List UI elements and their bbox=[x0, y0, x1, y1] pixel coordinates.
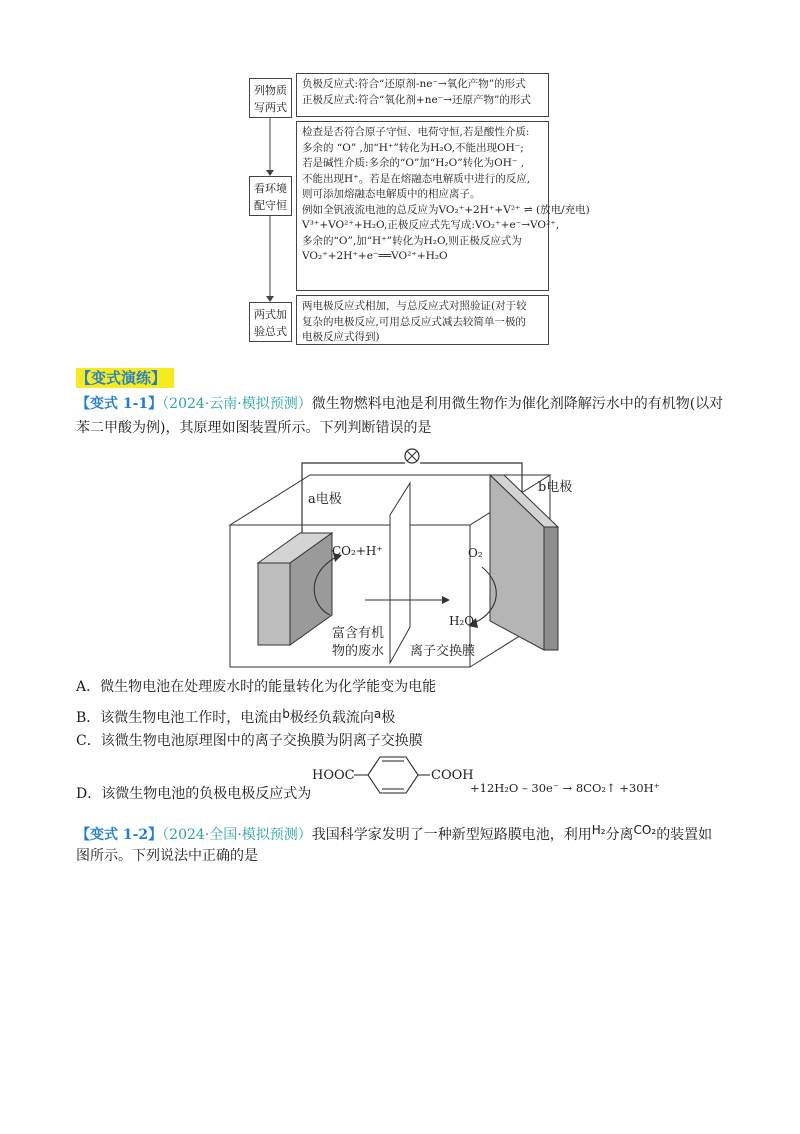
flow-step3-line: 电极反应式得到) bbox=[302, 331, 380, 343]
q2-co2: CO₂ bbox=[633, 823, 657, 837]
q1-stem-line2: 苯二甲酸为例)，其原理如图装置所示。下列判断错误的是 bbox=[76, 420, 432, 436]
q2-h2: H₂ bbox=[591, 823, 606, 837]
q2-stem-line2: 图所示。下列说法中正确的是 bbox=[76, 848, 258, 864]
flow-step2-line: VO₂⁺+2H⁺+e⁻══VO²⁺+H₂O bbox=[302, 250, 448, 262]
arrow-down-icon bbox=[266, 170, 274, 176]
h2o-label: H₂O bbox=[449, 614, 475, 628]
q1-stem-line1 bbox=[76, 394, 723, 414]
q2-tag: 【变式 1-2】 bbox=[76, 827, 163, 843]
flow-step2-label-line1: 看环境 bbox=[254, 182, 287, 195]
flow-step1-line: 正极反应式:符合“氧化剂+ne⁻→还原产物”的形式 bbox=[302, 93, 531, 106]
flow-step2-line: 检查是否符合原子守恒、电荷守恒,若是酸性介质: bbox=[302, 126, 530, 138]
formula-hooc: HOOC bbox=[312, 768, 355, 783]
q2-stem-text: 的装置如 bbox=[656, 827, 713, 843]
flow-step2-label-line2: 配守恒 bbox=[254, 199, 287, 212]
flow-arrows bbox=[240, 110, 300, 310]
flow-step2-line: V³⁺+VO²⁺+H₂O,正极反应式先写成:VO₂⁺+e⁻→VO²⁺, bbox=[302, 219, 560, 231]
flow-step2-line: 多余的 “O” ,加“H⁺”转化为H₂O,不能出现OH⁻; bbox=[302, 141, 524, 154]
option-a: A．微生物电池在处理废水时的能量转化为化学能变为电能 bbox=[76, 679, 437, 695]
flow-step3-line: 复杂的电极反应,可用总反应式减去较简单一极的 bbox=[302, 315, 526, 328]
option-b bbox=[76, 704, 395, 728]
q2-stem-line1 bbox=[76, 820, 712, 845]
flow-step2-line: 若是碱性介质:多余的“O”加“H₂O”转化为OH⁻ , bbox=[302, 157, 525, 169]
flow-step2-content bbox=[296, 121, 590, 291]
q2-stem-text: 我国科学家发明了一种新型短路膜电池，利用 bbox=[311, 827, 592, 843]
option-b-var-a: a bbox=[373, 707, 382, 721]
b-electrode-label: b电极 bbox=[538, 480, 573, 495]
flow-step2-line: 例如全钒液流电池的总反应为VO₂⁺+2H⁺+V²⁺ ⇌ (放电/充电) bbox=[302, 203, 590, 216]
option-b-text: 极 bbox=[381, 710, 396, 726]
option-b-text: B．该微生物电池工作时，电流由 bbox=[76, 710, 283, 726]
option-b-var-b: b bbox=[282, 707, 290, 721]
benzene-ring-icon bbox=[368, 757, 418, 793]
option-d: D．该微生物电池的负极电极反应式为 bbox=[76, 786, 312, 802]
co2-h-label: CO₂+H⁺ bbox=[332, 544, 383, 558]
flow-step1-label-line2: 写两式 bbox=[254, 101, 287, 114]
flow-step2-line: 多余的“O”,加“H⁺”转化为H₂O,则正极反应式为 bbox=[302, 234, 522, 247]
membrane-label: 离子交换膜 bbox=[410, 644, 476, 659]
formula-cooh: COOH bbox=[431, 768, 474, 783]
flow-step2-line: 不能出现H⁺。若是在熔融态电解质中进行的反应, bbox=[302, 172, 531, 185]
membrane-shape bbox=[390, 483, 410, 663]
option-b-text: 极经负载流向 bbox=[289, 710, 374, 726]
flow-step1-label-line1: 列物质 bbox=[254, 84, 287, 97]
flow-step3-line: 两电极反应式相加，与总反应式对照验证(对于较 bbox=[302, 300, 527, 312]
b-electrode-plate bbox=[490, 475, 544, 650]
q1-source: （2024·云南·模拟预测） bbox=[162, 396, 312, 412]
wastewater-label-line1: 富含有机 bbox=[332, 626, 385, 641]
formula-rest: +12H₂O – 30e⁻ → 8CO₂↑ +30H⁺ bbox=[470, 781, 660, 795]
fuel-cell-diagram bbox=[220, 445, 580, 670]
flow-step3-label-line2: 验总式 bbox=[254, 325, 287, 338]
arrow-right-icon bbox=[442, 596, 450, 604]
flow-step1-line: 负极反应式:符合“还原剂-ne⁻→氧化产物”的形式 bbox=[302, 78, 526, 90]
q1-stem-text1: 微生物燃料电池是利用微生物作为催化剂降解污水中的有机物(以对 bbox=[311, 396, 724, 412]
option-d-formula bbox=[310, 752, 690, 802]
a-electrode-label: a电极 bbox=[308, 492, 342, 507]
flow-step3-content bbox=[296, 295, 549, 345]
q1-tag: 【变式 1-1】 bbox=[76, 396, 163, 412]
wastewater-label-line2: 物的废水 bbox=[332, 644, 385, 659]
o2-label: O₂ bbox=[468, 546, 483, 560]
q2-source: （2024·全国·模拟预测） bbox=[162, 827, 312, 843]
option-c: C．该微生物电池原理图中的离子交换膜为阴离子交换膜 bbox=[76, 733, 423, 749]
flow-step1-content bbox=[296, 73, 549, 117]
flow-step2-line: 则可添加熔融态电解质中的相应离子。 bbox=[302, 188, 481, 200]
section-title: 【变式演练】 bbox=[76, 368, 174, 388]
arrow-down-icon bbox=[266, 296, 274, 302]
flow-step3-label-line1: 两式加 bbox=[254, 308, 287, 321]
q2-stem-text: 分离 bbox=[605, 827, 634, 843]
a-electrode-block bbox=[258, 563, 290, 645]
